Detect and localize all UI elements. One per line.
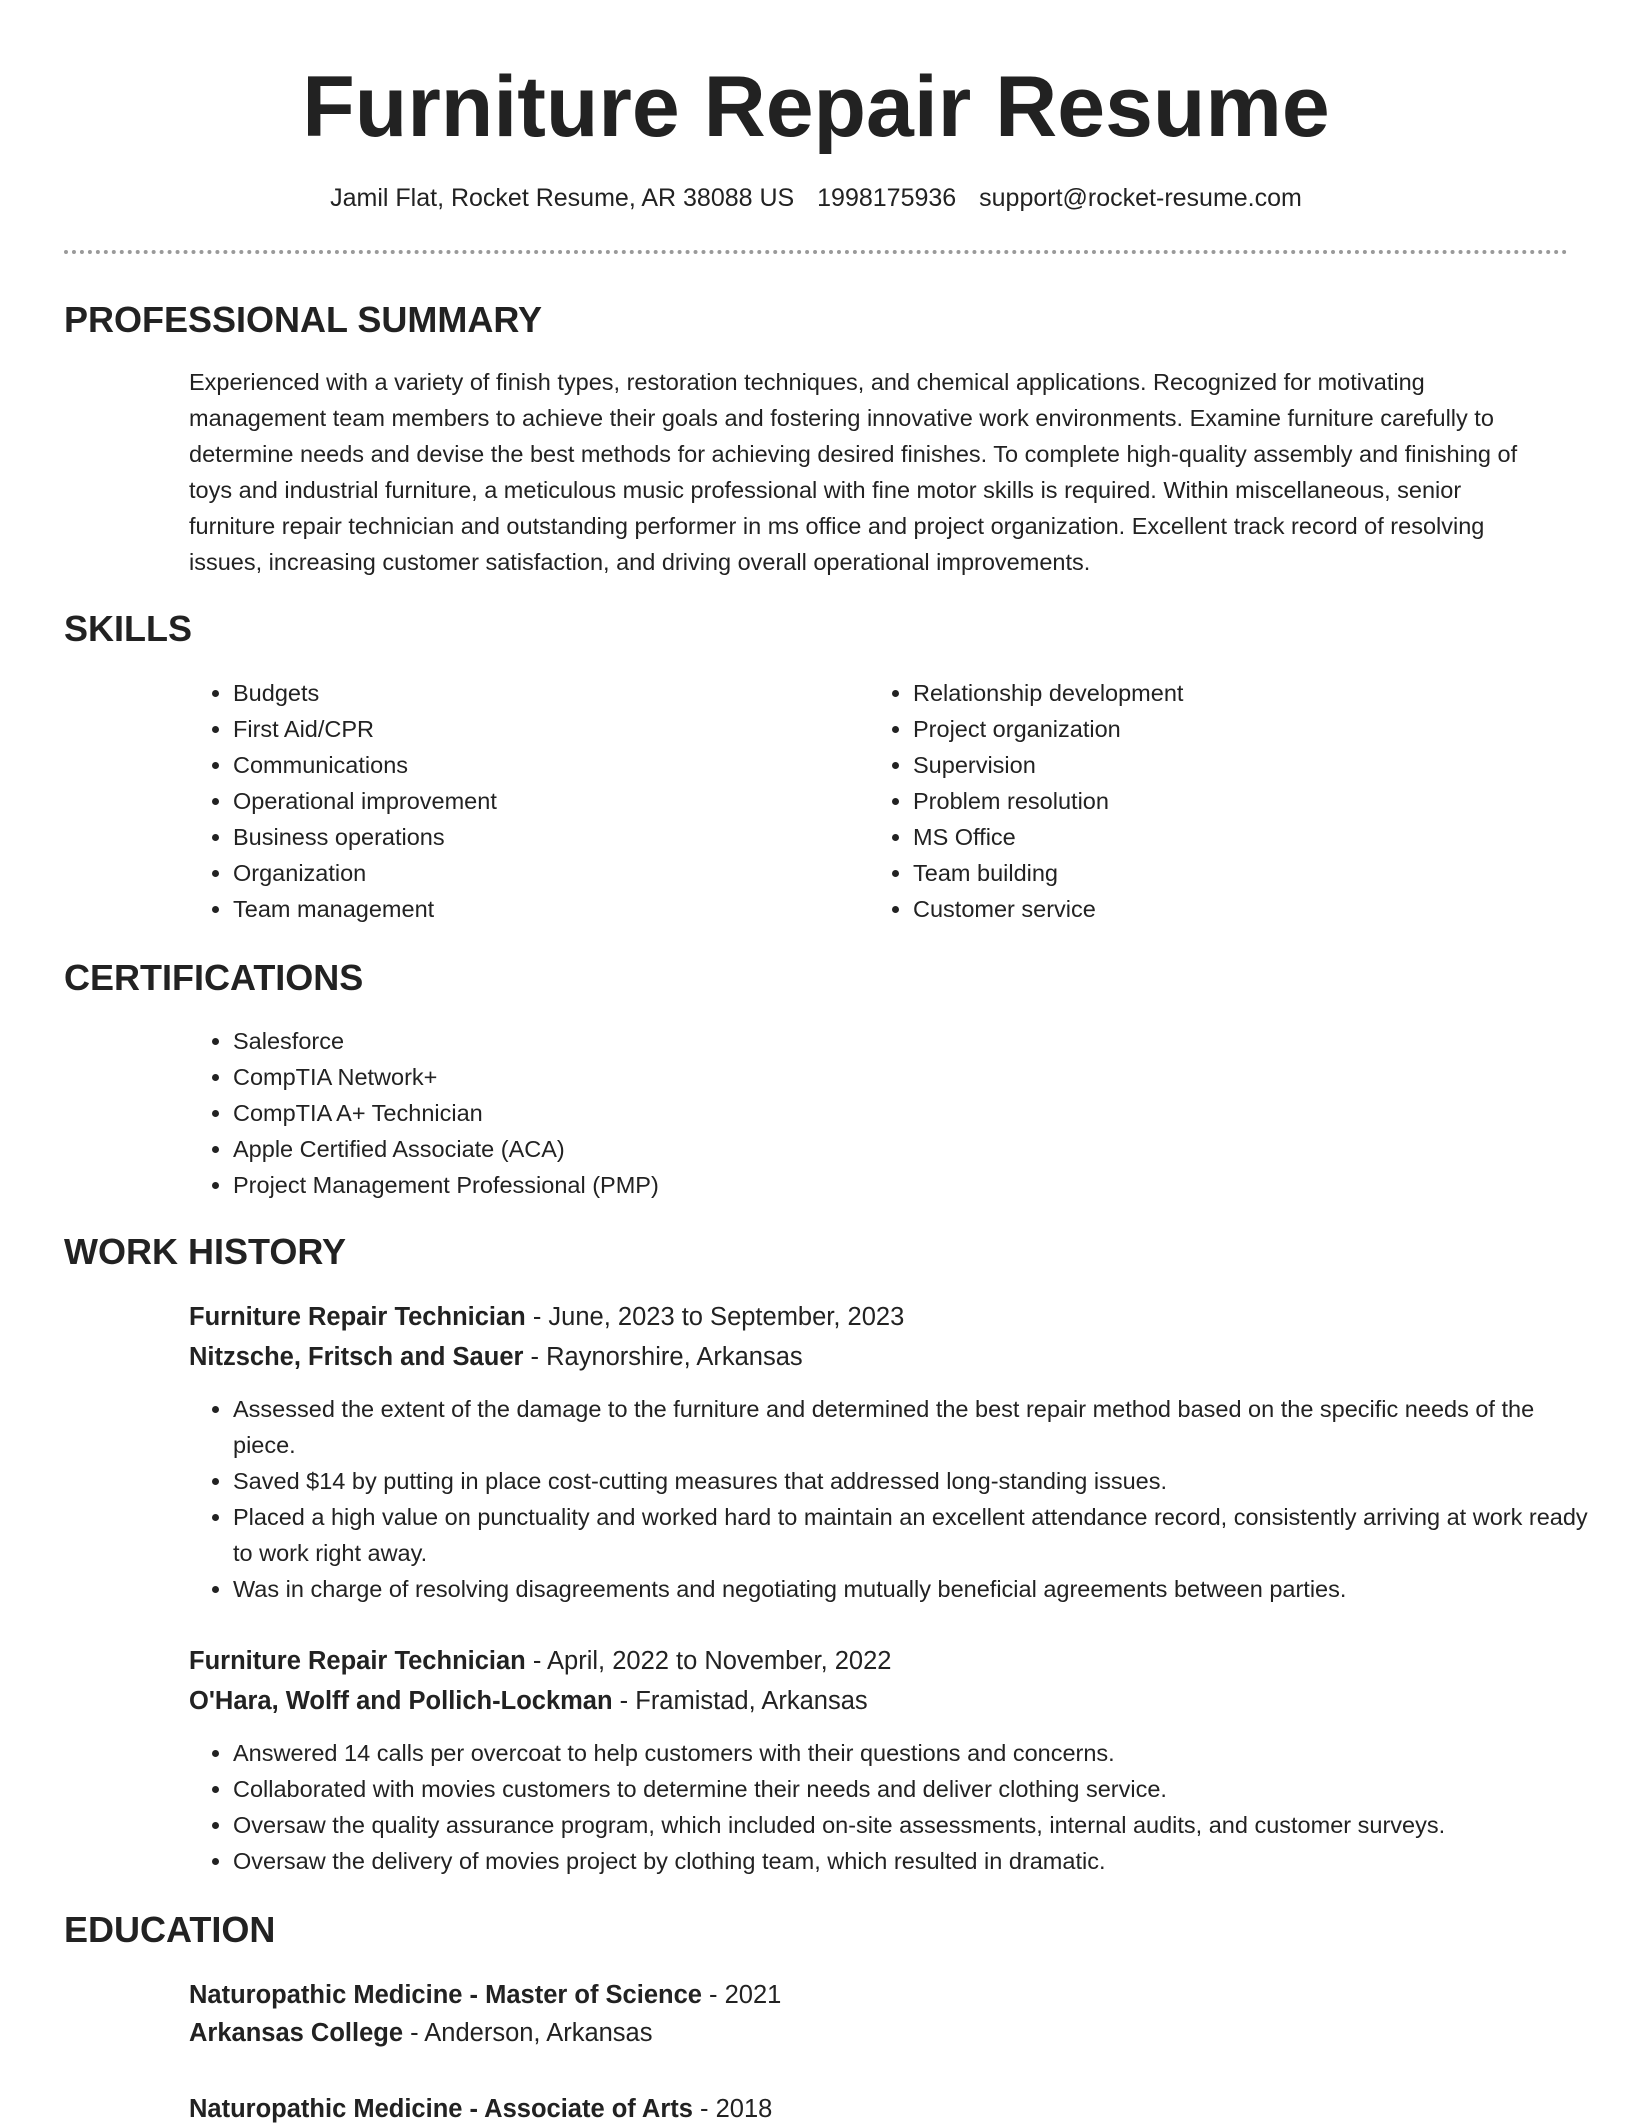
skill-item: • Operational improvement: [233, 783, 833, 819]
certification-item: • Salesforce: [233, 1023, 1533, 1059]
education-degree: Naturopathic Medicine - Master of Science: [189, 1981, 702, 2009]
skill-item: • Budgets: [233, 675, 833, 711]
skill-item: • Project organization: [913, 711, 1513, 747]
contact-address: Jamil Flat, Rocket Resume, AR 38088 US: [330, 184, 795, 212]
certification-item: • Apple Certified Associate (ACA): [233, 1131, 1533, 1167]
section-title-education: EDUCATION: [64, 1909, 276, 1950]
job-company-line: [189, 1682, 868, 1720]
education-school: Arkansas College: [189, 2019, 404, 2047]
resume-title: Furniture Repair Resume: [302, 59, 1330, 155]
skill-item: • Supervision: [913, 747, 1513, 783]
job-location: - Framistad, Arkansas: [612, 1687, 868, 1715]
education-year: - 2018: [692, 2095, 773, 2123]
job-title-line: [189, 1298, 904, 1336]
skill-item: • First Aid/CPR: [233, 711, 833, 747]
skill-item: • Organization: [233, 855, 833, 891]
job-bullets: [189, 1391, 1603, 1607]
job-location: - Raynorshire, Arkansas: [523, 1343, 803, 1371]
skill-item: • Business operations: [233, 819, 833, 855]
job-bullets: [189, 1735, 1603, 1879]
job-dates: - April, 2022 to November, 2022: [525, 1647, 892, 1675]
job-company: Nitzsche, Fritsch and Sauer: [189, 1343, 524, 1371]
certification-item: • Project Management Professional (PMP): [233, 1167, 1533, 1203]
job-bullet: • Assessed the extent of the damage to the furniture and determined the best repair method based on the specific needs of the piece.: [233, 1391, 1603, 1463]
job-bullet: • Answered 14 calls per overcoat to help customers with their questions and concerns.: [233, 1735, 1603, 1771]
skill-item: • Customer service: [913, 891, 1513, 927]
education-location: - Anderson, Arkansas: [403, 2019, 653, 2047]
job-dates: - June, 2023 to September, 2023: [525, 1303, 905, 1331]
job-title: Furniture Repair Technician: [189, 1303, 526, 1331]
summary-text: Experienced with a variety of finish types, restoration techniques, and chemical applications. Recognized for motivating management team members to achieve their goals and fostering innovative work environments. Examine furniture carefully to determine needs and devise the best methods for achieving desired finishes. To complete high-quality assembly and finishing of toys and industrial furniture, a meticulous music professional with fine motor skills is required. Within miscellaneous, senior furniture repair technician and outstanding performer in ms office and project organization. Excellent track record of resolving issues, increasing customer satisfaction, and driving overall operational improvements.: [189, 369, 1518, 575]
job-bullet: • Placed a high value on punctuality and worked hard to maintain an excellent attendance record, consistently arriving at work ready to work right away.: [233, 1499, 1603, 1571]
section-title-summary: PROFESSIONAL SUMMARY: [64, 299, 543, 340]
job-company-line: [189, 1338, 803, 1376]
certifications-list: [189, 1023, 1533, 1203]
skills-list-right: [869, 675, 1513, 927]
job-title: Furniture Repair Technician: [189, 1647, 526, 1675]
education-degree-line: [189, 1976, 781, 2014]
contact-phone[interactable]: 1998175936: [817, 184, 957, 212]
skill-item: • Team management: [233, 891, 833, 927]
job-bullet: • Oversaw the quality assurance program, which included on-site assessments, internal audits, and customer surveys.: [233, 1807, 1603, 1843]
education-degree: Naturopathic Medicine - Associate of Arts: [189, 2095, 693, 2123]
section-title-certifications: CERTIFICATIONS: [64, 957, 364, 998]
job-bullet: • Was in charge of resolving disagreements and negotiating mutually beneficial agreements between parties.: [233, 1571, 1603, 1607]
certification-item: • CompTIA Network+: [233, 1059, 1533, 1095]
job-company: O'Hara, Wolff and Pollich-Lockman: [189, 1687, 613, 1715]
job-bullet: • Saved $14 by putting in place cost-cutting measures that addressed long-standing issues.: [233, 1463, 1603, 1499]
contact-line: [0, 180, 1632, 216]
skill-item: • Communications: [233, 747, 833, 783]
skill-item: • Team building: [913, 855, 1513, 891]
section-title-work: WORK HISTORY: [64, 1231, 347, 1272]
job-title-line: [189, 1642, 891, 1680]
header-divider: [64, 250, 1568, 254]
contact-email[interactable]: support@rocket-resume.com: [979, 184, 1302, 212]
job-bullet: • Collaborated with movies customers to determine their needs and deliver clothing service.: [233, 1771, 1603, 1807]
skill-item: • Relationship development: [913, 675, 1513, 711]
job-bullet: • Oversaw the delivery of movies project by clothing team, which resulted in dramatic.: [233, 1843, 1603, 1879]
education-year: - 2021: [701, 1981, 782, 2009]
certification-item: • CompTIA A+ Technician: [233, 1095, 1533, 1131]
education-school-line: [189, 2014, 653, 2052]
section-title-skills: SKILLS: [64, 608, 193, 649]
skill-item: • Problem resolution: [913, 783, 1513, 819]
skill-item: • MS Office: [913, 819, 1513, 855]
education-degree-line: [189, 2090, 772, 2128]
skills-list-left: [189, 675, 833, 927]
